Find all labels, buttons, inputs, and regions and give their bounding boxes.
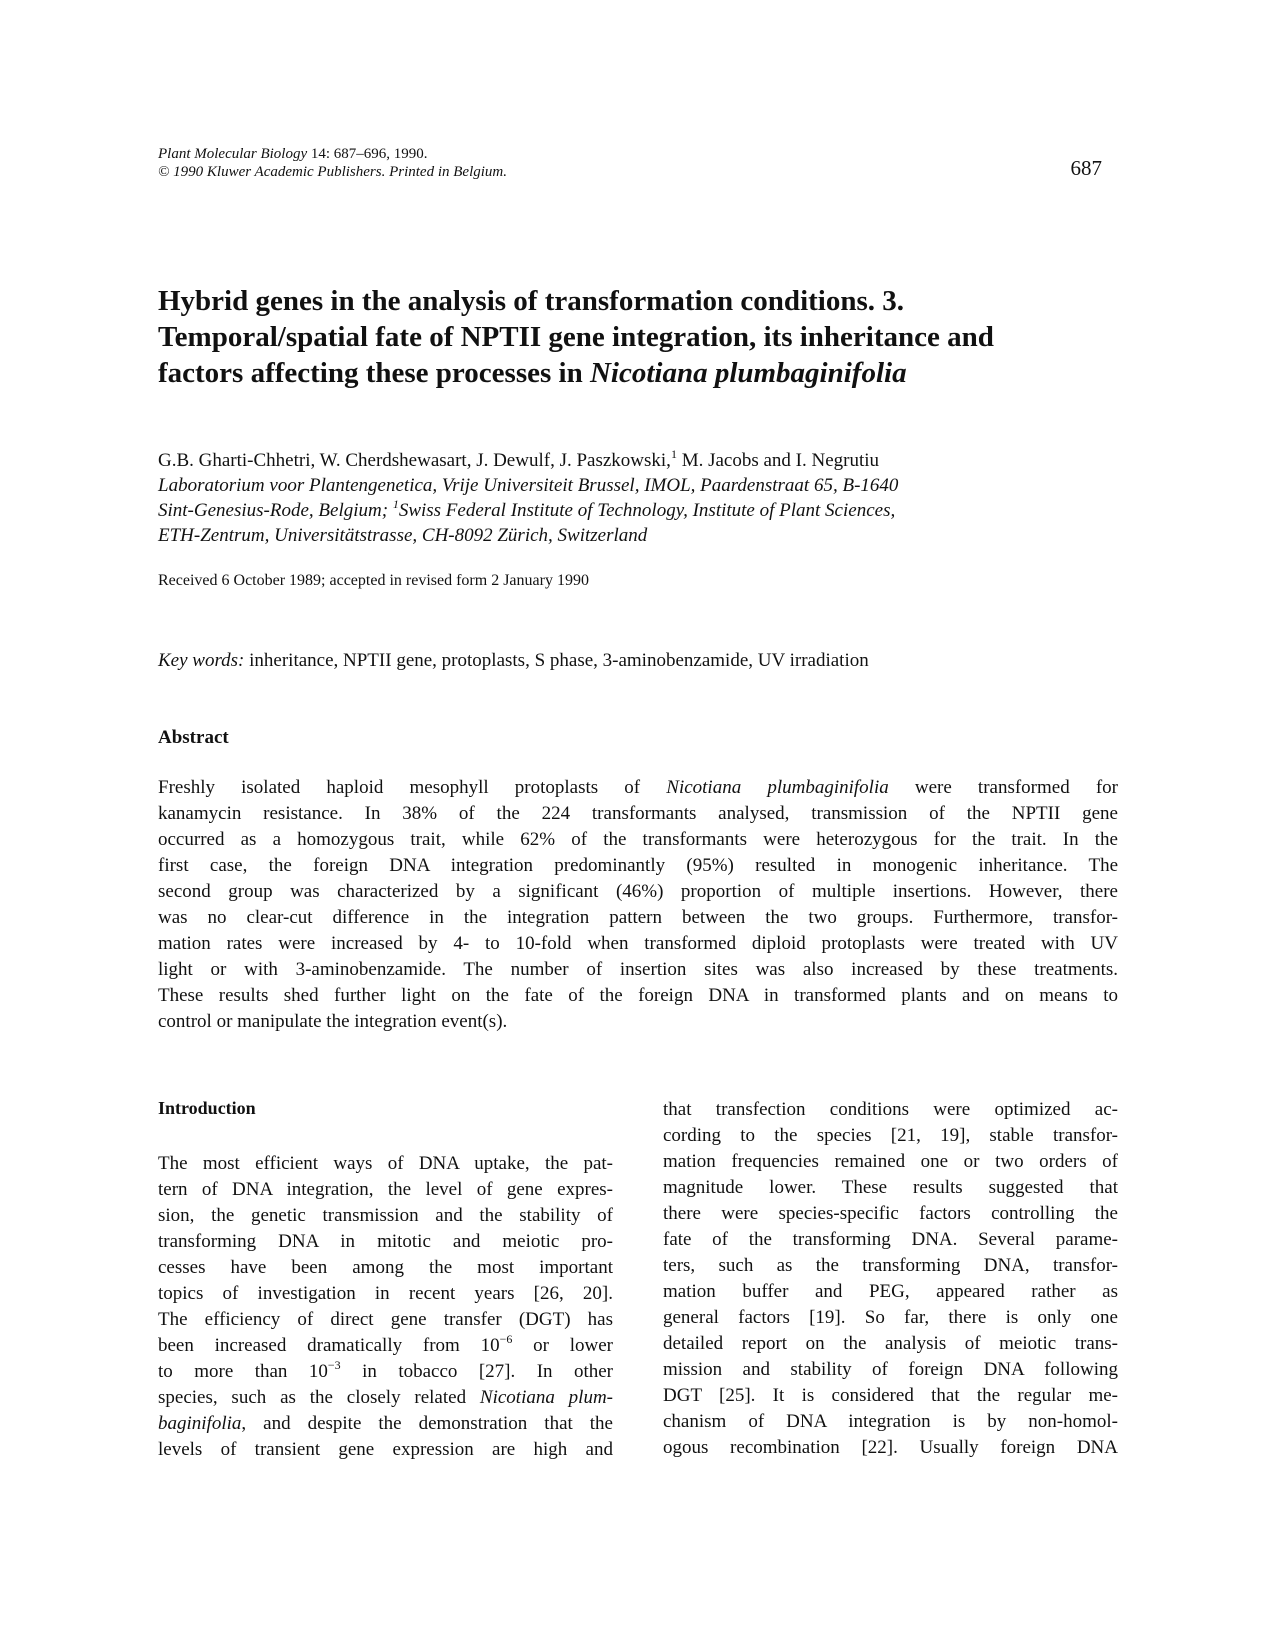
intro-left-line-10-part-1: species, such as the closely related — [158, 1387, 480, 1408]
intro-left-line-4: transforming DNA in mitotic and meiotic pro- — [158, 1231, 613, 1252]
journal-header — [158, 145, 1098, 181]
abstract-line-9: These results shed further light on the fate of the foreign DNA in transformed plants and on means to — [158, 985, 1118, 1006]
intro-right-line-3: mation frequencies remained one or two orders of — [663, 1151, 1118, 1172]
abstract-line-1-part-2: were transformed for — [888, 777, 1118, 798]
exponent-minus-6: −6 — [499, 1332, 513, 1346]
intro-left-line-12: levels of transient gene expression are high and — [158, 1439, 613, 1460]
affiliation-footnote-mark: 1 — [392, 497, 399, 511]
abstract-line-6: was no clear-cut difference in the integration pattern between the two groups. Furthermore, transfor- — [158, 907, 1118, 928]
abstract-line-10: control or manipulate the integration event(s). — [158, 1011, 508, 1032]
intro-species-name-part-1: Nicotiana plum- — [479, 1387, 613, 1408]
intro-left-line-9 — [158, 1359, 613, 1385]
introduction-left-text — [158, 1151, 613, 1463]
abstract-line-1 — [158, 775, 1118, 801]
authors-block — [158, 448, 1118, 548]
intro-right-line-14: ogous recombination [22]. Usually foreign DNA — [663, 1437, 1118, 1458]
intro-left-line-11-part-2: , and despite the demonstration that the — [241, 1413, 613, 1434]
affiliation-line-2-part-1: Sint-Genesius-Rode, Belgium; — [158, 500, 393, 521]
intro-right-line-9: general factors [19]. So far, there is only one — [663, 1307, 1118, 1328]
author-names — [158, 448, 1118, 473]
article-title — [158, 283, 1118, 391]
intro-left-line-8-part-1: been increased dramatically from 10 — [158, 1335, 500, 1356]
intro-left-line-10 — [158, 1385, 613, 1411]
abstract-species-name: Nicotiana plumbaginifolia — [666, 777, 889, 798]
affiliation-line-1: Laboratorium voor Plantengenetica, Vrije Universiteit Brussel, IMOL, Paardenstraat 65, B-1640 — [158, 475, 899, 496]
abstract-body — [158, 775, 1118, 1035]
journal-volume-pages: 14: 687–696, 1990. — [307, 146, 428, 162]
title-species-name: Nicotiana plumbaginifolia — [589, 357, 907, 389]
exponent-minus-3: −3 — [327, 1358, 341, 1372]
author-names-part-1: G.B. Gharti-Chhetri, W. Cherdshewasart, J. Dewulf, J. Paszkowski, — [158, 450, 671, 471]
intro-left-line-9-part-2: in tobacco [27]. In other — [340, 1361, 614, 1382]
introduction-right-column — [663, 1097, 1118, 1461]
intro-right-line-11: mission and stability of foreign DNA following — [663, 1359, 1118, 1380]
intro-species-name-part-2: baginifolia — [158, 1413, 242, 1434]
title-line-3 — [158, 355, 1118, 391]
intro-right-line-8: mation buffer and PEG, appeared rather as — [663, 1281, 1118, 1302]
introduction-heading: Introduction — [158, 1098, 256, 1118]
intro-left-line-5: cesses have been among the most important — [158, 1257, 613, 1278]
copyright-line: © 1990 Kluwer Academic Publishers. Printed in Belgium. — [158, 164, 507, 180]
abstract-line-1-part-1: Freshly isolated haploid mesophyll protoplasts of — [158, 777, 667, 798]
abstract-line-5: second group was characterized by a significant (46%) proportion of multiple insertions. However, there — [158, 881, 1118, 902]
intro-left-line-8-part-2: or lower — [512, 1335, 613, 1356]
title-line-2: Temporal/spatial fate of NPTII gene integration, its inheritance and — [158, 321, 994, 353]
intro-right-line-4: magnitude lower. These results suggested that — [663, 1177, 1118, 1198]
author-names-part-2: M. Jacobs and I. Negrutiu — [676, 450, 880, 471]
intro-left-line-8 — [158, 1333, 613, 1359]
intro-right-line-7: ters, such as the transforming DNA, transfor- — [663, 1255, 1118, 1276]
intro-left-line-9-part-1: to more than 10 — [158, 1361, 328, 1382]
abstract-line-7: mation rates were increased by 4- to 10-fold when transformed diploid protoplasts were treated with UV — [158, 933, 1118, 954]
page-number: 687 — [1070, 156, 1102, 180]
intro-right-line-13: chanism of DNA integration is by non-homol- — [663, 1411, 1118, 1432]
affiliation-line-2 — [158, 498, 1118, 523]
title-line-3-prefix: factors affecting these processes in — [158, 357, 590, 389]
received-dates: Received 6 October 1989; accepted in revised form 2 January 1990 — [158, 572, 589, 589]
abstract-line-4: first case, the foreign DNA integration predominantly (95%) resulted in monogenic inheritance. The — [158, 855, 1118, 876]
introduction-left-column — [158, 1095, 613, 1463]
intro-right-line-10: detailed report on the analysis of meiotic trans- — [663, 1333, 1118, 1354]
intro-right-line-12: DGT [25]. It is considered that the regular me- — [663, 1385, 1118, 1406]
intro-right-line-6: fate of the transforming DNA. Several parame- — [663, 1229, 1118, 1250]
abstract-line-3: occurred as a homozygous trait, while 62% of the transformants were heterozygous for the trait. In the — [158, 829, 1118, 850]
intro-right-line-1: that transfection conditions were optimized ac- — [663, 1099, 1118, 1120]
intro-left-line-2: tern of DNA integration, the level of gene expres- — [158, 1179, 613, 1200]
journal-citation — [158, 145, 1098, 163]
journal-name: Plant Molecular Biology — [158, 146, 308, 162]
abstract-line-2: kanamycin resistance. In 38% of the 224 transformants analysed, transmission of the NPTII gene — [158, 803, 1118, 824]
keywords-text: inheritance, NPTII gene, protoplasts, S phase, 3-aminobenzamide, UV irradiation — [244, 650, 869, 671]
affiliation-line-2-part-2: Swiss Federal Institute of Technology, Institute of Plant Sciences, — [398, 500, 896, 521]
author-footnote-mark: 1 — [670, 447, 677, 461]
intro-left-line-11 — [158, 1411, 613, 1437]
intro-left-line-3: sion, the genetic transmission and the stability of — [158, 1205, 613, 1226]
intro-left-line-7: The efficiency of direct gene transfer (DGT) has — [158, 1309, 613, 1330]
intro-left-line-1: The most efficient ways of DNA uptake, the pat- — [158, 1153, 613, 1174]
intro-left-line-6: topics of investigation in recent years [26, 20]. — [158, 1283, 613, 1304]
affiliation-line-3: ETH-Zentrum, Universitätstrasse, CH-8092 Zürich, Switzerland — [158, 525, 648, 546]
abstract-line-8: light or with 3-aminobenzamide. The number of insertion sites was also increased by these treatments. — [158, 959, 1118, 980]
title-line-1: Hybrid genes in the analysis of transformation conditions. 3. — [158, 285, 904, 317]
intro-right-line-2: cording to the species [21, 19], stable transfor- — [663, 1125, 1118, 1146]
abstract-heading: Abstract — [158, 727, 229, 748]
intro-right-line-5: there were species-specific factors controlling the — [663, 1203, 1118, 1224]
keywords-label: Key words: — [158, 650, 245, 671]
keywords-line — [158, 650, 869, 672]
